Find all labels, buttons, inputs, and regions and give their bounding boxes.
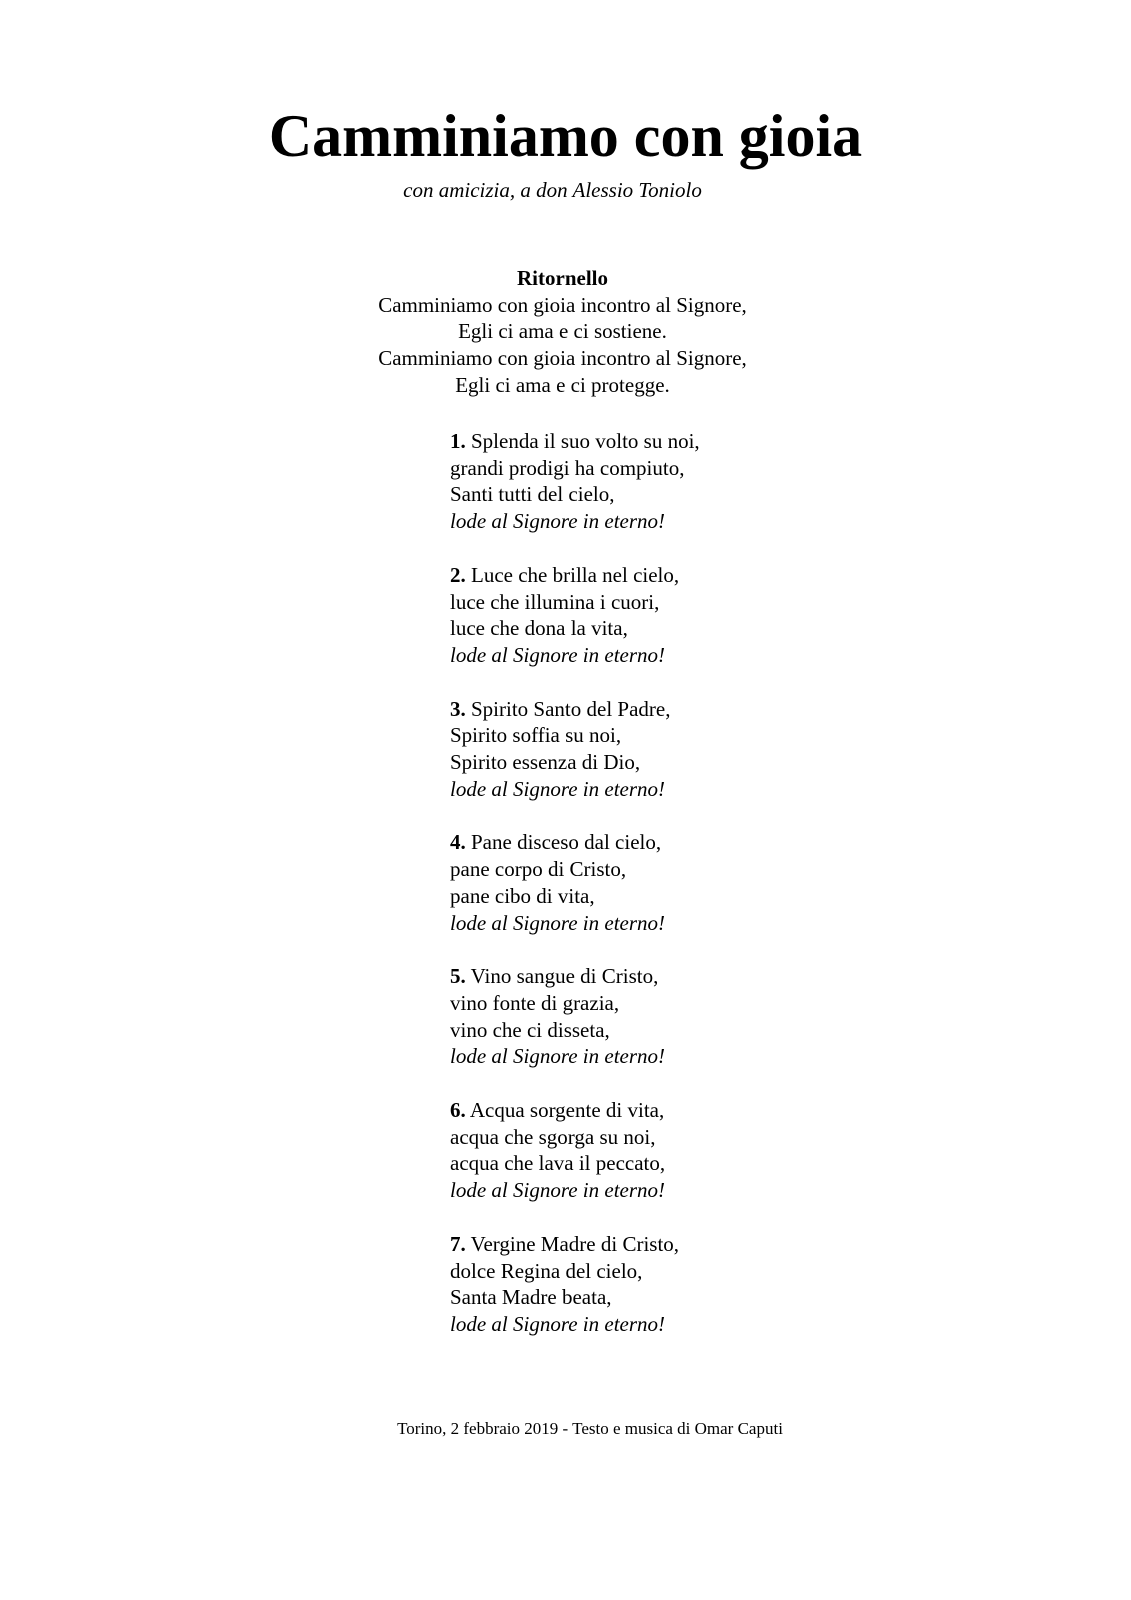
stanza-6 [450,1097,700,1204]
stanza-line: lode al Signore in eterno! [450,1044,666,1069]
dedication: con amicizia, a don Alessio Toniolo [403,178,702,202]
stanza-line: Spirito essenza di Dio, [450,750,641,775]
stanza-line [450,428,700,455]
verses [450,428,700,1365]
stanza-line: acqua che sgorga su noi, [450,1124,656,1149]
page-title: Camminiamo con gioia [268,103,863,169]
stanza-7 [450,1231,700,1338]
stanza-number: 2. [450,562,466,587]
refrain-line: Egli ci ama e ci sostiene. [458,319,667,344]
refrain-line: Camminiamo con gioia incontro al Signore, [378,346,747,371]
stanza-number: 7. [450,1231,466,1256]
stanza-line-text: Luce che brilla nel cielo, [471,562,680,587]
stanza-line: acqua che lava il peccato, [450,1151,666,1176]
stanza-number: 6. [450,1098,466,1123]
stanza-line [450,696,700,723]
stanza-line-text: Pane disceso dal cielo, [471,830,662,855]
footer: Torino, 2 febbraio 2019 - Testo e musica di Omar Caputi [397,1419,783,1438]
stanza-line: pane corpo di Cristo, [450,857,627,882]
stanza-number: 4. [450,830,466,855]
stanza-number: 3. [450,696,466,721]
stanza-line: dolce Regina del cielo, [450,1258,643,1283]
refrain-heading: Ritornello [517,266,608,290]
stanza-line: pane cibo di vita, [450,883,595,908]
stanza-line: lode al Signore in eterno! [450,642,666,667]
refrain-line: Camminiamo con gioia incontro al Signore, [378,292,747,317]
stanza-2 [450,562,700,669]
stanza-line: luce che illumina i cuori, [450,589,660,614]
stanza-1 [450,428,700,535]
stanza-line [450,562,700,589]
stanza-line: Spirito soffia su noi, [450,723,622,748]
stanza-line-text: Vino sangue di Cristo, [470,964,659,989]
stanza-3 [450,696,700,803]
stanza-number: 5. [450,964,466,989]
stanza-number: 1. [450,429,466,453]
stanza-line: vino che ci disseta, [450,1017,610,1042]
stanza-line: lode al Signore in eterno! [450,509,666,534]
stanza-line [450,829,700,856]
stanza-line-text: Spirito Santo del Padre, [471,696,671,721]
refrain [0,265,1125,399]
refrain-line: Egli ci ama e ci protegge. [455,372,670,397]
stanza-line: lode al Signore in eterno! [450,776,666,801]
stanza-line-text: Vergine Madre di Cristo, [470,1231,680,1256]
stanza-line [450,963,700,990]
stanza-line: grandi prodigi ha compiuto, [450,455,685,480]
stanza-line [450,1231,700,1258]
stanza-line-text: Splenda il suo volto su noi, [471,429,700,453]
stanza-line: Santa Madre beata, [450,1285,612,1310]
stanza-line: lode al Signore in eterno! [450,1178,666,1203]
stanza-line: lode al Signore in eterno! [450,910,666,935]
stanza-line: luce che dona la vita, [450,616,628,641]
stanza-line: lode al Signore in eterno! [450,1311,666,1336]
stanza-4 [450,829,700,936]
stanza-line: vino fonte di grazia, [450,990,620,1015]
stanza-line: Santi tutti del cielo, [450,482,615,507]
stanza-line-text: Acqua sorgente di vita, [469,1098,665,1123]
stanza-5 [450,963,700,1070]
stanza-line [450,1097,700,1124]
